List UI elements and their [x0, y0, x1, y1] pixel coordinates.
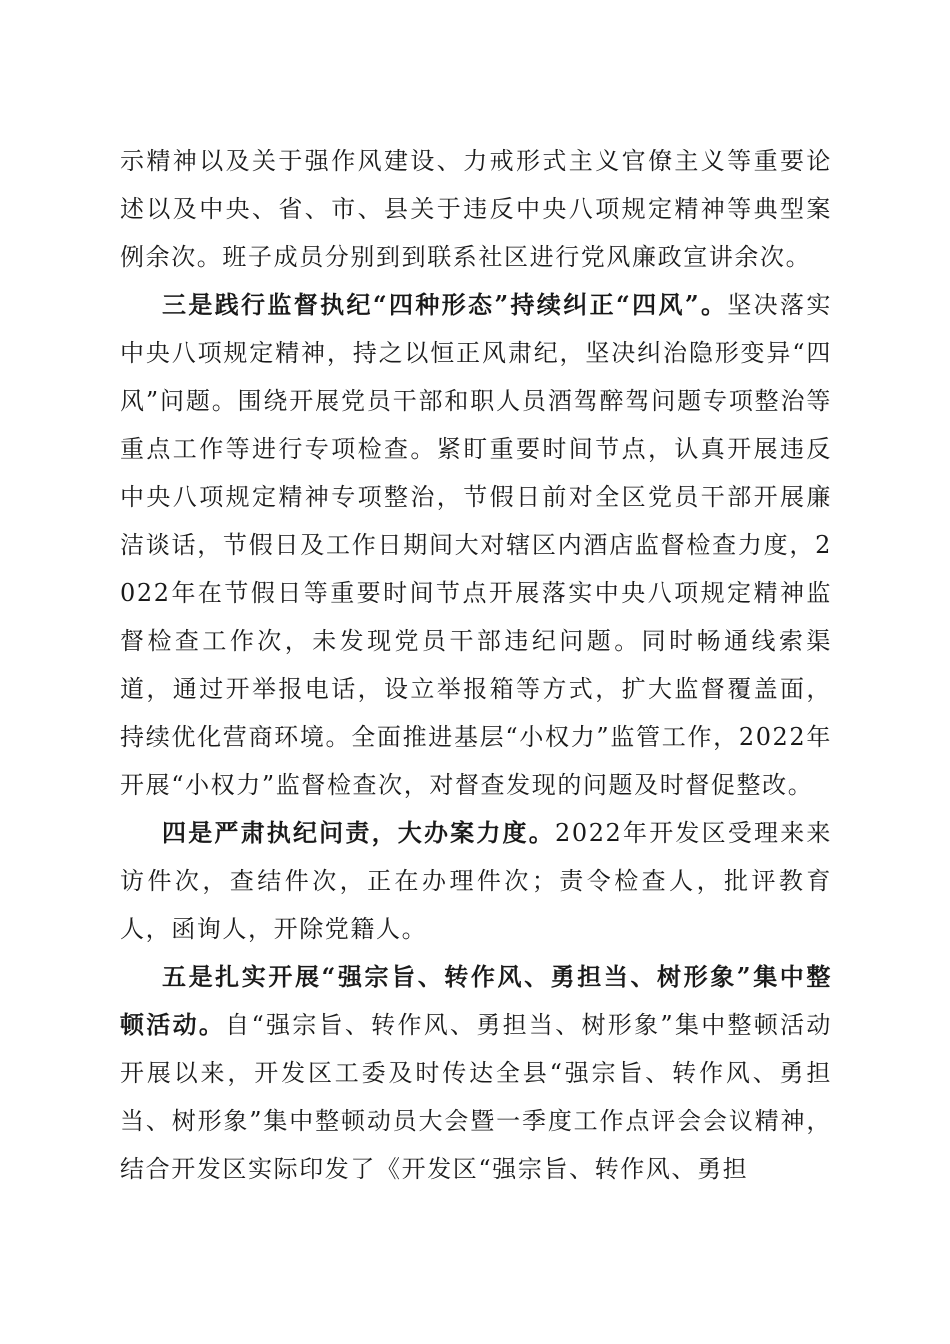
- paragraph-rectification-campaign: [120, 953, 832, 1193]
- paragraph-discipline-four-forms: [120, 281, 832, 809]
- paragraph-lead: 三是践行监督执纪“四种形态”持续纠正“四风”。: [162, 290, 728, 319]
- paragraph-lead: 四是严肃执纪问责，大办案力度。: [162, 818, 555, 847]
- paragraph-text: 自“强宗旨、转作风、勇担当、树形象”集中整顿活动开展以来，开发区工委及时传达全县“强宗旨、转作风、勇担当、树形象”集中整顿动员大会暨一季度工作点评会会议精神，结合开发区实际印发了《开发区“强宗旨、转作风、勇担: [120, 1011, 833, 1183]
- document-body: [120, 137, 832, 1193]
- paragraph-lead: 五是扎实开展“强宗旨、转作风、勇担当、树形象”集中整顿活动。: [120, 962, 832, 1039]
- paragraph-text: 坚决落实中央八项规定精神，持之以恒正风肃纪，坚决纠治隐形变异“四风”问题。围绕开展党员干部和职人员酒驾醉驾问题专项整治等重点工作等进行专项检查。紧盯重要时间节点，认真开展违反中央八项规定精神专项整治，节假日前对全区党员干部开展廉洁谈话，节假日及工作日期间大对辖区内酒店监督检查力度，2022年在节假日等重要时间节点开展落实中央八项规定精神监督检查工作次，未发现党员干部违纪问题。同时畅通线索渠道，通过开举报电话，设立举报箱等方式，扩大监督覆盖面，持续优化营商环境。全面推进基层“小权力”监管工作，2022年开展“小权力”监督检查次，对督查发现的问题及时督促整改。: [120, 291, 832, 799]
- paragraph-accountability: [120, 809, 832, 953]
- paragraph-text: 2022年开发区受理来来访件次，查结件次，正在办理件次；责令检查人，批评教育人，函询人，开除党籍人。: [120, 819, 833, 943]
- paragraph-continuation: [120, 137, 832, 281]
- paragraph-text: 示精神以及关于强作风建设、力戒形式主义官僚主义等重要论述以及中央、省、市、县关于违反中央八项规定精神等典型案例余次。班子成员分别到到联系社区进行党风廉政宣讲余次。: [120, 147, 832, 271]
